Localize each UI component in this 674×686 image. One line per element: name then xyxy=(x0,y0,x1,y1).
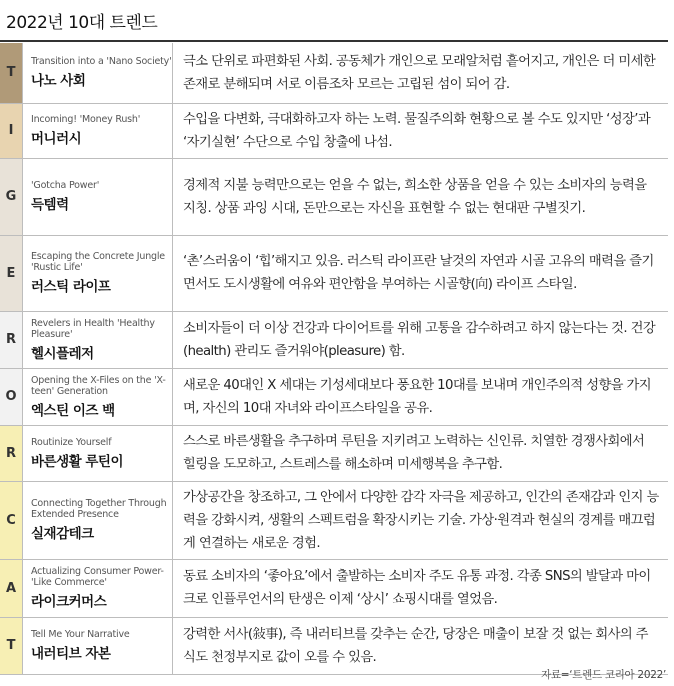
trend-korean-name: 득템력 xyxy=(31,197,69,213)
table-row xyxy=(0,158,668,235)
trend-name-cell xyxy=(23,235,173,311)
page-title: 2022년 10대 트렌드 xyxy=(6,13,158,33)
trend-letter: O xyxy=(0,368,23,425)
table-row xyxy=(0,481,668,559)
trend-name-cell xyxy=(23,311,173,368)
trend-name-cell xyxy=(23,368,173,425)
trend-korean-name: 엑스틴 이즈 백 xyxy=(31,402,115,419)
table-row xyxy=(0,559,668,617)
trend-letter: G xyxy=(0,158,23,235)
trend-letter: R xyxy=(0,425,23,481)
trend-korean-name: 내러티브 자본 xyxy=(31,646,111,662)
trend-korean-name: 헬시플레저 xyxy=(31,345,94,362)
trend-korean-name: 러스틱 라이프 xyxy=(31,279,111,295)
trend-english-name: Connecting Together Through Extended Presence xyxy=(31,498,167,520)
trend-english-name: Tell Me Your Narrative xyxy=(31,629,130,640)
top-divider xyxy=(0,40,668,42)
table-row xyxy=(0,617,668,674)
trend-table xyxy=(0,43,668,675)
trend-english-name: Escaping the Concrete Jungle 'Rustic Life' xyxy=(31,251,165,273)
table-row xyxy=(0,235,668,311)
trend-korean-name: 나노 사회 xyxy=(31,73,86,90)
trend-korean-name: 실재감테크 xyxy=(31,526,94,542)
table-row xyxy=(0,311,668,368)
table-row xyxy=(0,103,668,158)
trend-letter: T xyxy=(0,43,23,103)
trend-description: 스스로 바른생활을 추구하며 루틴을 지키려고 노력하는 신인류. 치열한 경쟁사회에서 힐링을 도모하고, 스트레스를 해소하며 미세행복을 추구함. xyxy=(173,425,669,481)
trend-english-name: Routinize Yourself xyxy=(31,436,112,448)
trend-description: 수입을 다변화, 극대화하고자 하는 노력. 물질주의화 현황으로 볼 수도 있지만 ‘성장’과 ‘자기실현’ 수단으로 수입 창출에 나섬. xyxy=(173,103,669,158)
trend-name-cell xyxy=(23,43,173,103)
trend-description: ‘촌’스러움이 ‘힙’해지고 있음. 러스틱 라이프란 날것의 자연과 시골 고유의 매력을 즐기면서도 도시생활에 여유와 편안함을 부여하는 시골향(向) 라이프 스타일. xyxy=(173,235,669,311)
trend-description: 새로운 40대인 X 세대는 기성세대보다 풍요한 10대를 보내며 개인주의적 성향을 가지며, 자신의 10대 자녀와 라이프스타일을 공유. xyxy=(173,368,669,425)
trend-letter: E xyxy=(0,235,23,311)
trend-english-name: Opening the X-Files on the 'X-teen' Generation xyxy=(31,374,166,397)
trend-letter: I xyxy=(0,103,23,158)
trend-english-name: 'Gotcha Power' xyxy=(31,180,100,191)
table-row xyxy=(0,425,668,481)
table-row xyxy=(0,43,668,103)
trend-name-cell xyxy=(23,425,173,481)
trend-name-cell xyxy=(23,158,173,235)
trend-letter: C xyxy=(0,481,23,559)
trend-description: 동료 소비자의 ‘좋아요’에서 출발하는 소비자 주도 유통 과정. 각종 SNS의 발달과 마이크로 인플루언서의 탄생은 이제 ‘상시’ 쇼핑시대를 열었음. xyxy=(173,559,669,617)
trend-english-name: Actualizing Consumer Power-'Like Commerce' xyxy=(31,566,164,588)
source-credit: 자료=‘트렌드 코리아 2022’ xyxy=(541,669,666,681)
trend-name-cell xyxy=(23,481,173,559)
trend-description: 극소 단위로 파편화된 사회. 공동체가 개인으로 모래알처럼 흩어지고, 개인은 더 미세한 존재로 분해되며 서로 이름조차 모르는 고립된 섬이 되어 감. xyxy=(173,43,669,103)
trend-name-cell xyxy=(23,617,173,674)
trend-name-cell xyxy=(23,103,173,158)
trend-description: 경제적 지불 능력만으로는 얻을 수 없는, 희소한 상품을 얻을 수 있는 소비자의 능력을 지칭. 상품 과잉 시대, 돈만으로는 자신을 표현할 수 없는 현대판 구별짓기. xyxy=(173,158,669,235)
trend-korean-name: 바른생활 루틴이 xyxy=(31,453,123,470)
trend-letter: R xyxy=(0,311,23,368)
trend-english-name: Incoming! 'Money Rush' xyxy=(31,114,141,125)
trend-english-name: Revelers in Health 'Healthy Pleasure' xyxy=(31,317,155,340)
trend-korean-name: 라이크커머스 xyxy=(31,594,107,610)
trend-letter: T xyxy=(0,617,23,674)
trend-description: 소비자들이 더 이상 건강과 다이어트를 위해 고통을 감수하려고 하지 않는다는 것. 건강(health) 관리도 즐거워야(pleasure) 함. xyxy=(173,311,669,368)
trend-description: 가상공간을 창조하고, 그 안에서 다양한 감각 자극을 제공하고, 인간의 존재감과 인지 능력을 강화시켜, 생활의 스펙트럼을 확장시키는 기술. 가상·원격과 현실의 경계를 매끄럽게 연결하는 새로운 경험. xyxy=(173,481,669,559)
trend-description: 강력한 서사(敍事), 즉 내러티브를 갖추는 순간, 당장은 매출이 보잘 것 없는 회사의 주식도 천정부지로 값이 오를 수 있음. xyxy=(173,617,669,674)
trend-korean-name: 머니러시 xyxy=(31,131,82,147)
table-row xyxy=(0,368,668,425)
trend-letter: A xyxy=(0,559,23,617)
trend-name-cell xyxy=(23,559,173,617)
trend-english-name: Transition into a 'Nano Society' xyxy=(31,56,172,68)
